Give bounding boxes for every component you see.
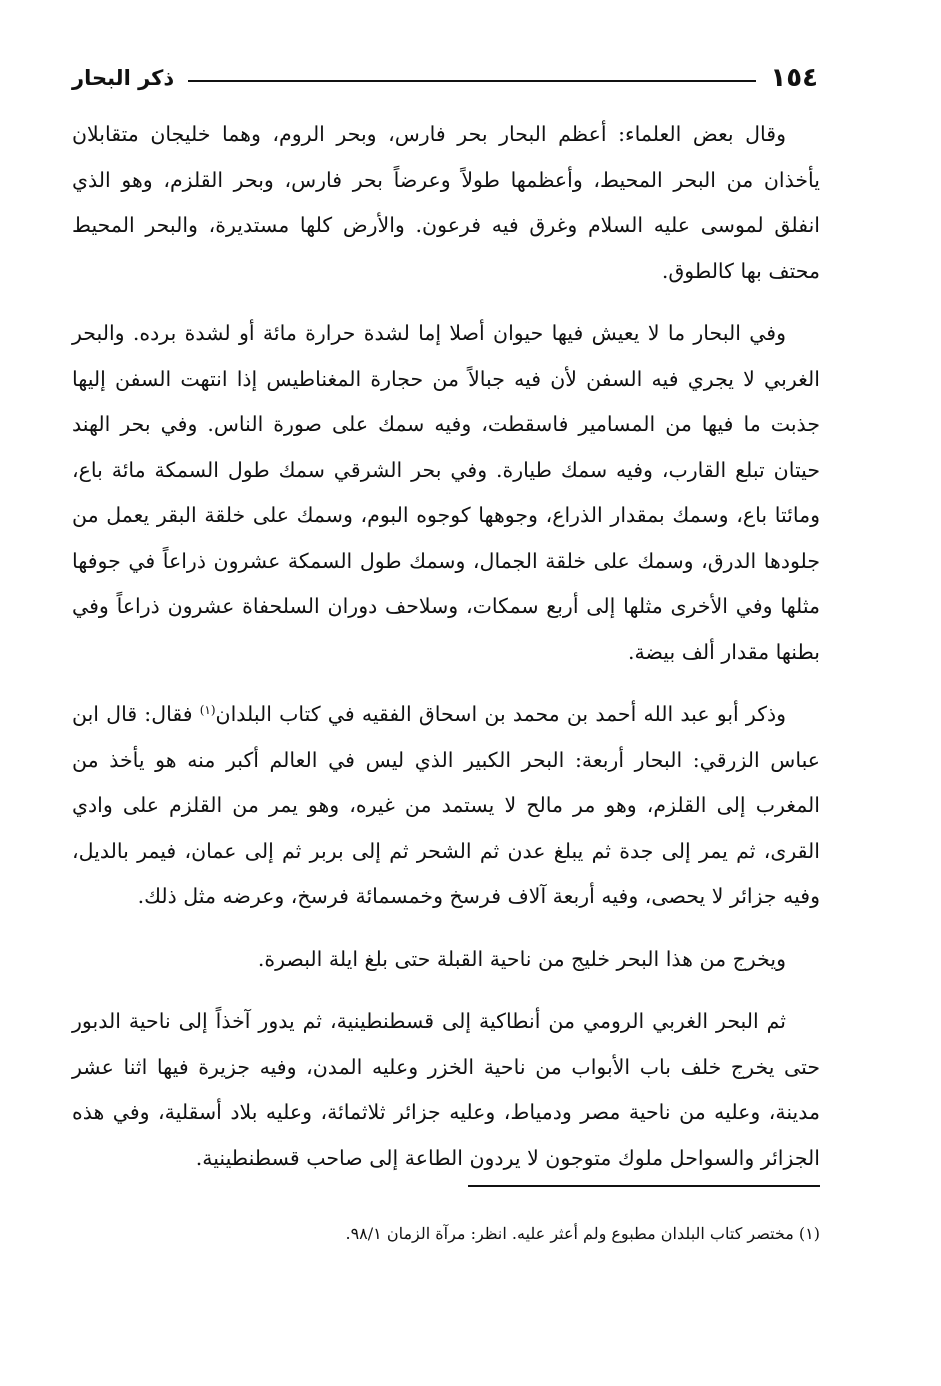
header-rule (188, 80, 756, 82)
paragraph-5: ثم البحر الغربي الرومي من أنطاكية إلى قسطنطينية، ثم يدور آخذاً إلى ناحية الدبور حتى يخرج خلف باب الأبواب من ناحية الخزر وعليه المدن، وفيه جزيرة فيها اثنا عشر مدينة، وعليه من ناحية مصر ودمياط، وعليه جزائر ثلاثمائة، وعليه بلاد أسقلية، وفي هذه الجزائر والسواحل ملوك متوجون لا يردون الطاعة إلى صاحب قسطنطينية. (72, 1009, 820, 1170)
body-text (72, 112, 820, 1181)
chapter-title: ذكر البحار (72, 66, 175, 90)
paragraph-3 (72, 692, 820, 920)
running-head (72, 58, 818, 98)
page-number: ١٥٤ (770, 63, 818, 93)
footnote-rule (468, 1185, 820, 1187)
paragraph-4: ويخرج من هذا البحر خليج من ناحية القبلة حتى بلغ ايلة البصرة. (257, 946, 786, 971)
paragraph-1: وقال بعض العلماء: أعظم البحار بحر فارس، وبحر الروم، وهما خليجان متقابلان يأخذان من البحر المحيط، وأعظمها طولاً وعرضاً بحر فارس، وبحر القلزم، وهو الذي انفلق لموسى عليه السلام وغرق فيه فرعون. والأرض كلها مستديرة، والبحر المحيط محتف بها كالطوق. (72, 122, 820, 283)
paragraph-3-text-before: وذكر أبو عبد الله أحمد بن محمد بن اسحاق الفقيه في كتاب البلدان (215, 702, 786, 726)
footnote: (١) مختصر كتاب البلدان مطبوع ولم أعثر عليه. انظر: مرآة الزمان ٩٨/١. (345, 1224, 820, 1243)
paragraph-3-text-after: فقال: قال ابن عباس الزرقي: البحار أربعة: البحر الكبير الذي ليس في العالم أكبر منه هو يأخذ من المغرب إلى القلزم، وهو مر مالح لا يستمد من غيره، وهو يمر من القلزم على وادي القرى، ثم يمر إلى جدة ثم يبلغ عدن ثم الشحر ثم إلى بربر ثم إلى عمان، فيمر بالديل، وفيه جزائر لا يحصى، وفيه أربعة آلاف فرسخ وخمسمائة فرسخ، وعرضه مثل ذلك. (72, 702, 820, 908)
paragraph-2: وفي البحار ما لا يعيش فيها حيوان أصلا إما لشدة حرارة مائة أو لشدة برده. والبحر الغربي لا يجري فيه السفن لأن فيه جبالاً من حجارة المغناطيس إذا انتهت السفن إليها جذبت ما فيها من المسامير فاسقطت، وفيه سمك على صورة الناس. وفي بحر الهند حيتان تبلع القارب، وفيه سمك طيارة. وفي بحر الشرقي سمك طول السمكة مائة باع، ومائتا باع، وسمك بمقدار الذراع، وجوهها كوجوه البوم، وسمك على خلقة البقر يعمل من جلودها الدرق، وسمك على خلقة الجمال، وسمك طول السمكة عشرون ذراعاً في جوفها مثلها وفي الأخرى مثلها إلى أربع سمكات، وسلاحف دوران السلحفاة عشرون ذراعاً وفي بطنها مقدار ألف بيضة. (72, 321, 820, 664)
footnote-reference: (١) (199, 703, 216, 717)
